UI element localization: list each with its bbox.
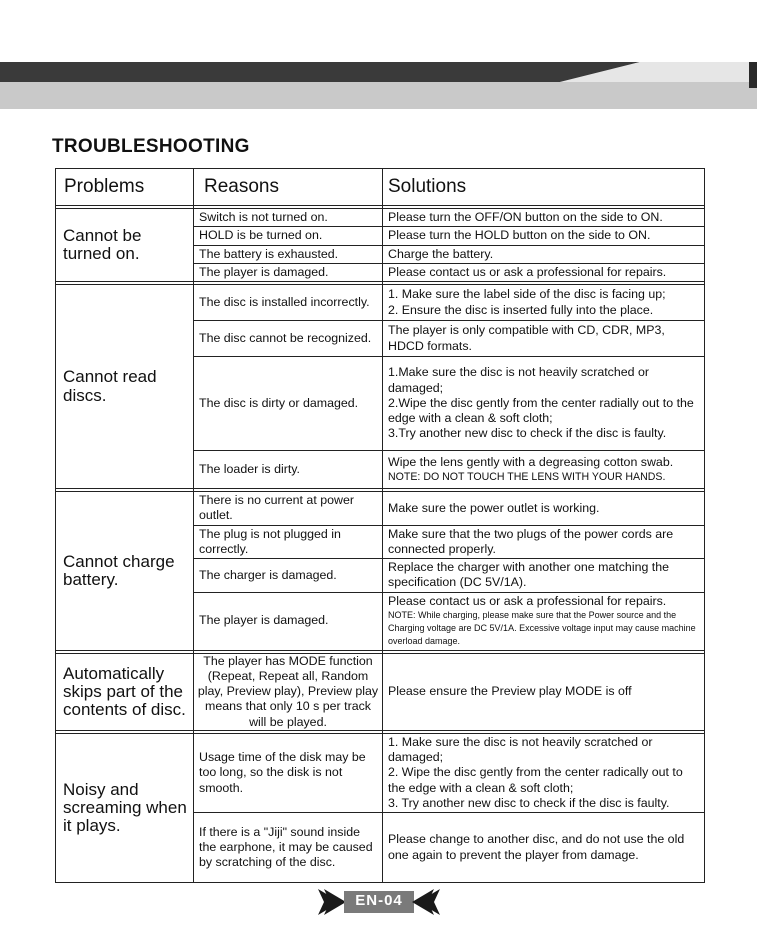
reason-cell: The plug is not plugged in correctly. <box>194 525 383 559</box>
reason-cell: The loader is dirty. <box>194 451 383 489</box>
solution-cell: Make sure the power outlet is working. <box>383 492 705 526</box>
header-edge-mark <box>749 62 757 88</box>
reason-cell: The player is damaged. <box>194 592 383 650</box>
solution-cell: Please change to another disc, and do not use the old one again to prevent the player from damage. <box>383 813 705 883</box>
solution-cell: Please ensure the Preview play MODE is off <box>383 653 705 730</box>
solution-cell <box>383 451 705 489</box>
solution-text: Wipe the lens gently with a degreasing cotton swab. <box>388 455 674 470</box>
reason-cell: Usage time of the disk may be too long, so the disk is not smooth. <box>194 733 383 812</box>
solution-line: 3.Try another new disc to check if the disc is faulty. <box>388 426 667 441</box>
table-row <box>56 733 705 812</box>
reason-cell: The player is damaged. <box>194 263 383 281</box>
header-solutions: Solutions <box>383 169 705 206</box>
solution-line: 1.Make sure the disc is not heavily scratched or damaged; <box>388 365 650 395</box>
solution-cell: Please turn the HOLD button on the side to ON. <box>383 227 705 245</box>
solution-cell: Replace the charger with another one matching the specification (DC 5V/1A). <box>383 559 705 593</box>
solution-note: NOTE: While charging, please make sure that the Power source and the Charging voltage are DC 5V/1A. Excessive voltage input may cause machine overload damage. <box>388 610 696 647</box>
header-dark-band <box>0 62 640 82</box>
solution-cell <box>383 285 705 321</box>
table-header-row <box>56 169 705 206</box>
header-reasons: Reasons <box>194 169 383 206</box>
solution-line: 1. Make sure the label side of the disc is facing up; <box>388 287 666 302</box>
solution-cell: The player is only compatible with CD, CDR, MP3, HDCD formats. <box>383 321 705 357</box>
solution-line: 2.Wipe the disc gently from the center radially out to the edge with a clean & soft cloth; <box>388 395 694 426</box>
solution-line: 2. Ensure the disc is inserted fully into the place. <box>388 302 654 317</box>
solution-cell <box>383 733 705 812</box>
solution-line: 3. Try another new disc to check if the disc is faulty. <box>388 795 670 810</box>
page-title: TROUBLESHOOTING <box>52 136 250 157</box>
problem-cell: Automatically skips part of the contents of disc. <box>56 653 194 730</box>
reason-cell: The charger is damaged. <box>194 559 383 593</box>
solution-line: 2. Wipe the disc gently from the center radically out to the edge with a clean & soft cloth; <box>388 765 683 795</box>
solution-cell: Charge the battery. <box>383 245 705 263</box>
table-row <box>56 285 705 321</box>
problem-cell: Cannot read discs. <box>56 285 194 489</box>
table-row <box>56 492 705 526</box>
reason-cell: The battery is exhausted. <box>194 245 383 263</box>
solution-cell: Make sure that the two plugs of the power cords are connected properly. <box>383 525 705 559</box>
reason-cell: The disc is dirty or damaged. <box>194 357 383 451</box>
reason-cell: The disc is installed incorrectly. <box>194 285 383 321</box>
reason-cell: If there is a "Jiji" sound inside the earphone, it may be caused by scratching of the disc. <box>194 813 383 883</box>
reason-cell: HOLD is be turned on. <box>194 227 383 245</box>
header-problems: Problems <box>56 169 194 206</box>
reason-cell: The disc cannot be recognized. <box>194 321 383 357</box>
solution-text: Please contact us or ask a professional for repairs. <box>388 593 667 608</box>
table-row <box>56 209 705 227</box>
troubleshooting-table <box>55 168 705 883</box>
problem-cell: Noisy and screaming when it plays. <box>56 733 194 882</box>
solution-cell: Please turn the OFF/ON button on the side to ON. <box>383 209 705 227</box>
header-band <box>0 0 757 110</box>
solution-note: NOTE: DO NOT TOUCH THE LENS WITH YOUR HANDS. <box>388 470 666 483</box>
table-row <box>56 653 705 730</box>
reason-cell: The player has MODE function (Repeat, Repeat all, Random play, Preview play), Preview play means that only 10 s per track will be played. <box>194 653 383 730</box>
solution-cell <box>383 357 705 451</box>
solution-line: 1. Make sure the disc is not heavily scratched or damaged; <box>388 734 653 764</box>
solution-cell <box>383 592 705 650</box>
problem-cell: Cannot charge battery. <box>56 492 194 651</box>
problem-cell: Cannot be turned on. <box>56 209 194 282</box>
solution-cell: Please contact us or ask a professional for repairs. <box>383 263 705 281</box>
reason-cell: Switch is not turned on. <box>194 209 383 227</box>
page-number: EN-04 <box>355 892 403 909</box>
reason-cell: There is no current at power outlet. <box>194 492 383 526</box>
